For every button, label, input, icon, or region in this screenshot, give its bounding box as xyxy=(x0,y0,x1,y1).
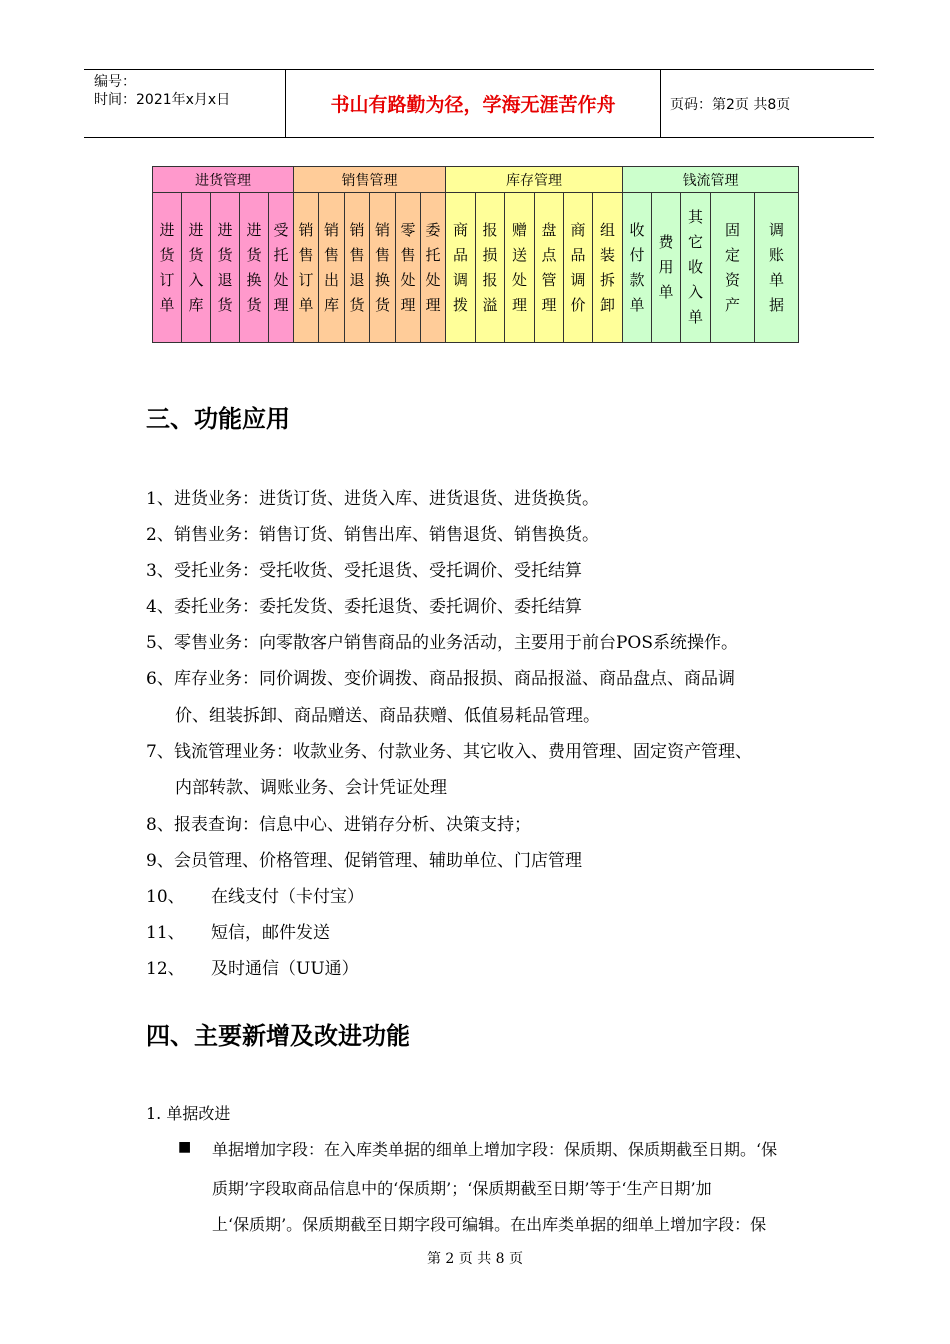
module-cell xyxy=(652,193,681,343)
item-text: 受托业务：受托收货、受托退货、受托调价、受托结算 xyxy=(174,561,582,581)
section-3-title: 三、功能应用 xyxy=(146,405,290,433)
module-cell xyxy=(755,193,799,343)
module-label: 固定资产 xyxy=(725,220,741,314)
item-number: 6、 xyxy=(146,669,174,689)
list-item xyxy=(146,520,599,545)
module-label: 赠送处理 xyxy=(512,220,528,314)
paragraph-line: 单据增加字段：在入库类单据的细单上增加字段：保质期、保质期截至日期。‘保 xyxy=(212,1140,778,1159)
module-label: 销售订单 xyxy=(298,220,314,314)
item-number: 10、 xyxy=(146,887,185,907)
bullet-square-icon: ■ xyxy=(178,1139,192,1155)
list-item xyxy=(146,918,330,943)
document-number: 编号： xyxy=(94,74,136,90)
module-cell xyxy=(269,193,294,343)
module-cell xyxy=(153,193,182,343)
group-header-sales: 销售管理 xyxy=(294,167,446,193)
item-text: 钱流管理业务：收款业务、付款业务、其它收入、费用管理、固定资产管理、 xyxy=(174,742,752,762)
item-number: 12、 xyxy=(146,959,185,979)
list-item xyxy=(146,737,752,762)
list-item xyxy=(146,954,359,979)
module-label: 进货退货 xyxy=(217,220,233,314)
item-number: 8、 xyxy=(146,815,174,835)
module-label: 销售出库 xyxy=(324,220,340,314)
list-item xyxy=(146,810,531,835)
group-header-inventory: 库存管理 xyxy=(446,167,623,193)
list-item xyxy=(146,484,599,509)
list-item xyxy=(146,664,735,689)
group-header-cashflow: 钱流管理 xyxy=(623,167,799,193)
header-meta xyxy=(84,70,286,137)
module-cell xyxy=(370,193,396,343)
item-text: 进货业务：进货订货、进货入库、进货退货、进货换货。 xyxy=(174,489,599,509)
module-cell xyxy=(446,193,476,343)
module-label: 盘点管理 xyxy=(541,220,557,314)
module-cell xyxy=(681,193,711,343)
module-cell xyxy=(535,193,564,343)
item-text: 零售业务：向零散客户销售商品的业务活动，主要用于前台POS系统操作。 xyxy=(174,633,739,653)
item-text: 委托业务：委托发货、委托退货、委托调价、委托结算 xyxy=(174,597,582,617)
module-label: 其它收入单 xyxy=(688,208,704,326)
module-label: 零售处理 xyxy=(400,220,416,314)
module-label: 调账单据 xyxy=(769,220,785,314)
module-cell xyxy=(421,193,446,343)
item-text: 短信，邮件发送 xyxy=(211,923,330,943)
module-label: 商品调价 xyxy=(570,220,586,314)
module-cell xyxy=(476,193,505,343)
list-item xyxy=(146,628,738,653)
item-text: 库存业务：同价调拨、变价调拨、商品报损、商品报溢、商品盘点、商品调 xyxy=(174,669,735,689)
item-number: 3、 xyxy=(146,561,174,581)
list-item xyxy=(146,846,582,871)
module-cell xyxy=(294,193,319,343)
module-cell xyxy=(505,193,535,343)
header-motto: 书山有路勤为径，学海无涯苦作舟 xyxy=(286,70,661,137)
module-cell xyxy=(564,193,593,343)
module-label: 费用单 xyxy=(658,233,674,301)
item-text: 会员管理、价格管理、促销管理、辅助单位、门店管理 xyxy=(174,851,582,871)
module-label: 报损报溢 xyxy=(482,220,498,314)
list-item xyxy=(146,882,364,907)
module-cell xyxy=(319,193,345,343)
item-text: 及时通信（UU通） xyxy=(211,959,359,979)
item-number: 2、 xyxy=(146,525,174,545)
module-cell xyxy=(593,193,623,343)
header-page-number: 页码：第2页 共8页 xyxy=(670,96,791,113)
item-number: 9、 xyxy=(146,851,174,871)
section-4-title: 四、主要新增及改进功能 xyxy=(146,1022,410,1050)
module-label: 组装拆卸 xyxy=(600,220,616,314)
list-item xyxy=(146,556,582,581)
module-label: 进货换货 xyxy=(246,220,262,314)
module-label: 进货订单 xyxy=(159,220,175,314)
module-cell xyxy=(623,193,652,343)
module-label: 进货入库 xyxy=(188,220,204,314)
page-footer: 第 2 页 共 8 页 xyxy=(426,1251,524,1267)
item-continuation: 内部转款、调账业务、会计凭证处理 xyxy=(175,778,447,798)
item-number: 11、 xyxy=(146,923,185,943)
document-date: 时间：2021年x月x日 xyxy=(94,92,231,108)
group-header-purchase: 进货管理 xyxy=(153,167,294,193)
list-item xyxy=(146,592,582,617)
item-text: 报表查询：信息中心、进销存分析、决策支持； xyxy=(174,815,531,835)
module-cell xyxy=(211,193,240,343)
module-cell xyxy=(182,193,211,343)
module-label: 商品调拨 xyxy=(453,220,469,314)
paragraph-line: 上‘保质期’。保质期截至日期字段可编辑。在出库类单据的细单上增加字段：保 xyxy=(212,1215,767,1234)
module-label: 销售换货 xyxy=(375,220,391,314)
item-number: 4、 xyxy=(146,597,174,617)
module-cell xyxy=(345,193,370,343)
module-cell xyxy=(711,193,755,343)
item-continuation: 价、组装拆卸、商品赠送、商品获赠、低值易耗品管理。 xyxy=(175,706,600,726)
paragraph-line: 质期’字段取商品信息中的‘保质期’；‘保质期截至日期’等于‘生产日期’加 xyxy=(212,1179,712,1198)
page-header xyxy=(84,69,874,138)
module-cell xyxy=(396,193,421,343)
item-number: 5、 xyxy=(146,633,174,653)
module-label: 收付款单 xyxy=(629,220,645,314)
item-number: 7、 xyxy=(146,742,174,762)
subsection-title: 1. 单据改进 xyxy=(146,1104,231,1123)
module-label: 销售退货 xyxy=(349,220,365,314)
item-text: 销售业务：销售订货、销售出库、销售退货、销售换货。 xyxy=(174,525,599,545)
module-table xyxy=(152,166,799,343)
item-number: 1、 xyxy=(146,489,174,509)
module-cell xyxy=(240,193,269,343)
module-label: 受托处理 xyxy=(273,220,289,314)
item-text: 在线支付（卡付宝） xyxy=(211,887,364,907)
module-label: 委托处理 xyxy=(425,220,441,314)
